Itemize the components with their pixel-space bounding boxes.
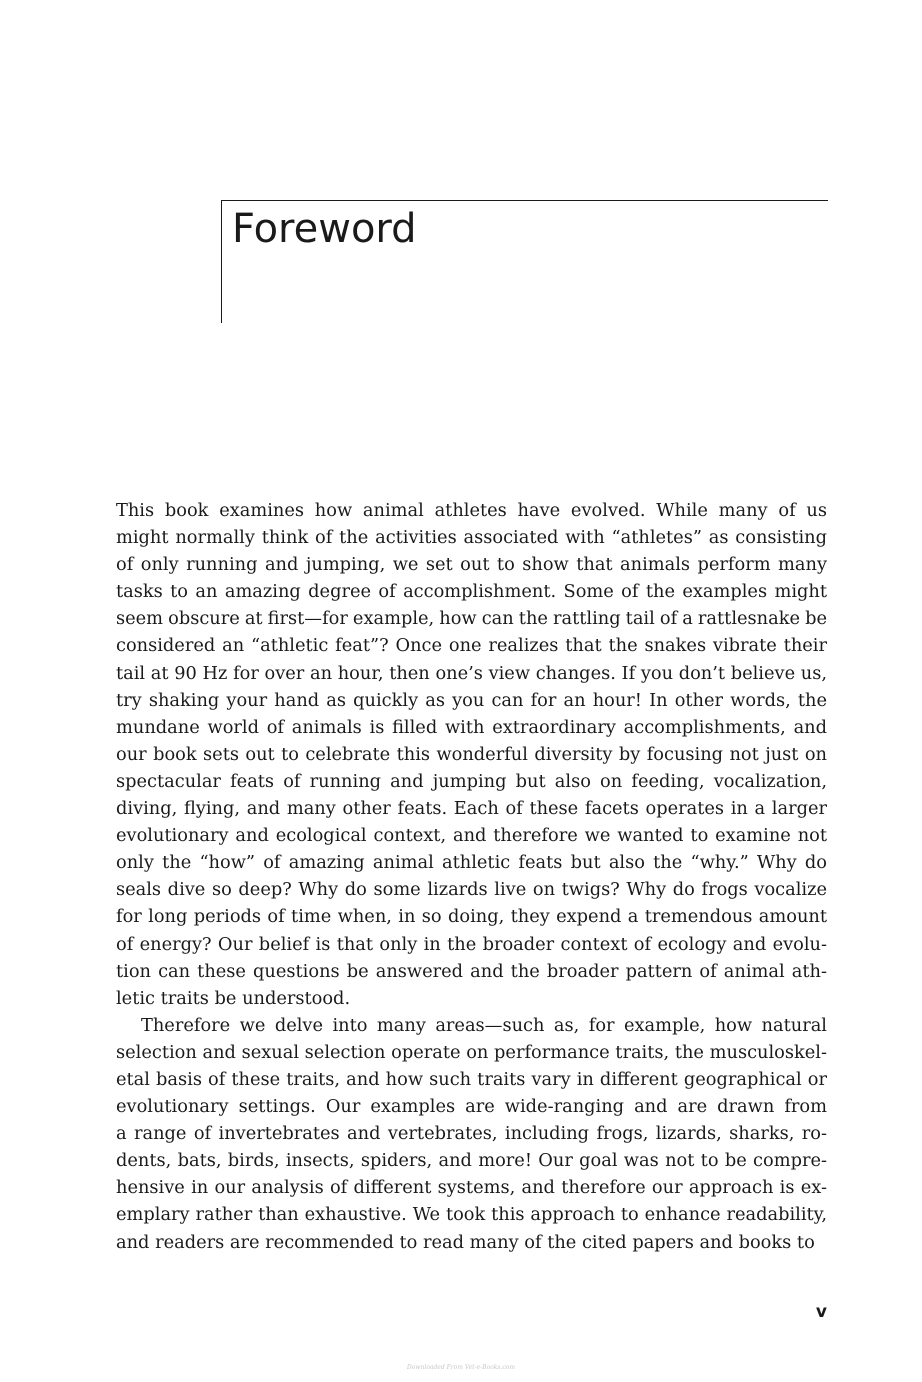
text-line: This book examines how animal athletes have evolved. While many of us	[116, 500, 827, 521]
chapter-heading-frame	[221, 200, 828, 323]
text-line: etal basis of these traits, and how such traits vary in different geographical or	[116, 1068, 827, 1090]
paragraph	[116, 1012, 827, 1256]
text-line: of only running and jumping, we set out to show that animals perform many	[116, 554, 827, 576]
text-line: only the “how” of amazing animal athletic feats but also the “why.” Why do	[116, 852, 827, 874]
text-line: selection and sexual selection operate on performance traits, the musculoskel-	[116, 1041, 827, 1063]
text-line: Therefore we delve into many areas—such as, for example, how natural	[141, 1014, 827, 1036]
text-line: seals dive so deep? Why do some lizards live on twigs? Why do frogs vocalize	[116, 879, 827, 901]
text-line: of energy? Our belief is that only in the broader context of ecology and evolu-	[116, 933, 827, 955]
text-line: mundane world of animals is filled with extraordinary accomplishments, and	[116, 716, 827, 738]
text-line: spectacular feats of running and jumping but also on feeding, vocalization,	[116, 770, 827, 792]
text-line: a range of invertebrates and vertebrates, including frogs, lizards, sharks, ro-	[116, 1123, 827, 1145]
body-text	[116, 497, 827, 1256]
text-line: try shaking your hand as quickly as you can for an hour! In other words, the	[116, 689, 827, 711]
chapter-title: Foreword	[232, 206, 417, 252]
text-line: considered an “athletic feat”? Once one realizes that the snakes vibrate their	[116, 635, 827, 657]
text-line: tasks to an amazing degree of accomplishment. Some of the examples might	[116, 581, 827, 603]
text-line: might normally think of the activities associated with “athletes” as consisting	[116, 527, 827, 549]
watermark: Downloaded From Vet-e-Books.com	[406, 1364, 516, 1371]
text-line: for long periods of time when, in so doing, they expend a tremendous amount	[116, 906, 827, 928]
text-line: our book sets out to celebrate this wonderful diversity by focusing not just on	[116, 743, 827, 765]
text-line: evolutionary settings. Our examples are wide-ranging and are drawn from	[116, 1096, 827, 1118]
paragraph	[116, 497, 827, 1012]
text-line: diving, flying, and many other feats. Each of these facets operates in a larger	[116, 798, 827, 820]
text-line: tail at 90 Hz for over an hour, then one’s view changes. If you don’t believe us,	[116, 662, 827, 684]
text-line: tion can these questions be answered and the broader pattern of animal ath-	[116, 960, 827, 982]
text-line: and readers are recommended to read many of the cited papers and books to	[116, 1231, 815, 1253]
text-line: emplary rather than exhaustive. We took this approach to enhance readability,	[116, 1204, 827, 1226]
page-number: v	[815, 1302, 827, 1322]
text-line: dents, bats, birds, insects, spiders, and more! Our goal was not to be compre-	[116, 1150, 827, 1172]
text-line: seem obscure at first—for example, how can the rattling tail of a rattlesnake be	[116, 608, 827, 630]
text-line: hensive in our analysis of different systems, and therefore our approach is ex-	[116, 1177, 827, 1199]
text-line: letic traits be understood.	[116, 987, 351, 1009]
text-line: evolutionary and ecological context, and therefore we wanted to examine not	[116, 825, 827, 847]
